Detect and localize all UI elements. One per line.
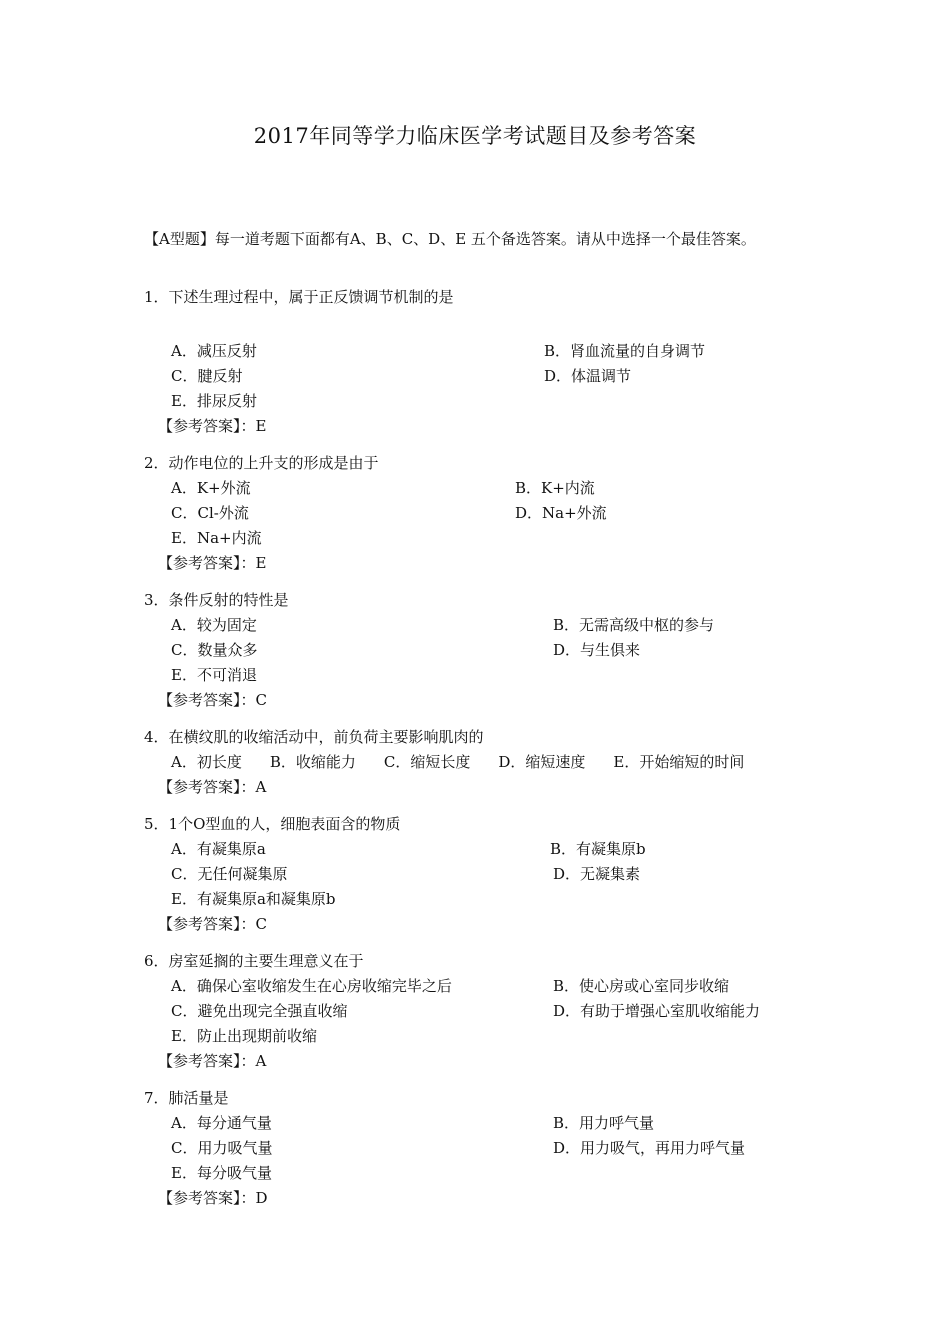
answer-value: E — [255, 417, 267, 435]
answer-label: 【参考答案】： — [158, 554, 256, 572]
question-stem: 3．条件反射的特性是 — [144, 591, 289, 609]
option-d: D．缩短速度 — [498, 753, 586, 771]
option-e: E．每分吸气量 — [171, 1164, 272, 1182]
answer-line — [144, 1049, 824, 1074]
answer-label: 【参考答案】： — [158, 1052, 256, 1070]
option-e: E．有凝集原a和凝集原b — [171, 890, 336, 908]
question-6 — [144, 949, 824, 1074]
option-b: B．肾血流量的自身调节 — [544, 342, 706, 360]
option-c: C．Cl-外流 — [171, 504, 249, 522]
option-row — [144, 750, 824, 775]
option-a: A．K+外流 — [171, 479, 251, 497]
option-a: A．较为固定 — [171, 616, 257, 634]
answer-line — [144, 551, 824, 576]
option-d: D．体温调节 — [544, 367, 632, 385]
question-stem: 2．动作电位的上升支的形成是由于 — [144, 454, 379, 472]
answer-line — [144, 1186, 824, 1211]
option-b: B．用力呼气量 — [553, 1114, 655, 1132]
answer-line — [144, 414, 824, 439]
option-b: B．使心房或心室同步收缩 — [553, 977, 730, 995]
answer-line — [144, 775, 824, 800]
section-intro: 【A型题】每一道考题下面都有A、B、C、D、E 五个备选答案。请从中选择一个最佳答案。 — [144, 230, 756, 248]
question-2 — [144, 451, 824, 576]
option-d: D．用力吸气，再用力呼气量 — [553, 1139, 746, 1157]
answer-value: A — [255, 778, 267, 796]
option-e: E．排尿反射 — [171, 392, 257, 410]
answer-value: A — [255, 1052, 267, 1070]
page-title: 2017年同等学力临床医学考试题目及参考答案 — [253, 124, 697, 148]
answer-label: 【参考答案】： — [158, 691, 256, 709]
answer-value: E — [255, 554, 267, 572]
question-stem: 1．下述生理过程中，属于正反馈调节机制的是 — [144, 288, 454, 306]
answer-label: 【参考答案】： — [158, 915, 256, 933]
question-stem: 5．1个O型血的人，细胞表面含的物质 — [144, 815, 401, 833]
answer-label: 【参考答案】： — [158, 778, 256, 796]
option-d: D．与生俱来 — [553, 641, 641, 659]
question-1 — [144, 285, 824, 439]
option-c: C．避免出现完全强直收缩 — [171, 1002, 348, 1020]
option-c: C．数量众多 — [171, 641, 258, 659]
answer-label: 【参考答案】： — [158, 1189, 256, 1207]
option-b: B．无需高级中枢的参与 — [553, 616, 715, 634]
answer-line — [144, 912, 824, 937]
option-c: C．用力吸气量 — [171, 1139, 273, 1157]
option-a: A．减压反射 — [171, 342, 257, 360]
option-c: C．腱反射 — [171, 367, 243, 385]
option-c: C．无任何凝集原 — [171, 865, 288, 883]
question-3 — [144, 588, 824, 713]
question-4 — [144, 725, 824, 800]
option-e: E．防止出现期前收缩 — [171, 1027, 317, 1045]
option-a: A．每分通气量 — [171, 1114, 272, 1132]
answer-value: C — [255, 915, 267, 933]
option-c: C．缩短长度 — [383, 753, 471, 771]
option-a: A．初长度 — [171, 753, 242, 771]
option-b: B．有凝集原b — [550, 840, 646, 858]
option-e: E．Na+内流 — [171, 529, 262, 547]
answer-value: C — [255, 691, 267, 709]
question-stem: 7．肺活量是 — [144, 1089, 229, 1107]
option-a: A．确保心室收缩发生在心房收缩完毕之后 — [171, 977, 452, 995]
option-e: E．开始缩短的时间 — [613, 753, 745, 771]
option-d: D．有助于增强心室肌收缩能力 — [553, 1002, 761, 1020]
question-stem: 6．房室延搁的主要生理意义在于 — [144, 952, 364, 970]
question-7 — [144, 1086, 824, 1211]
question-5 — [144, 812, 824, 937]
option-d: D．Na+外流 — [515, 504, 607, 522]
option-a: A．有凝集原a — [171, 840, 266, 858]
option-b: B．收缩能力 — [269, 753, 356, 771]
answer-label: 【参考答案】： — [158, 417, 256, 435]
option-b: B．K+内流 — [515, 479, 595, 497]
question-stem: 4．在横纹肌的收缩活动中，前负荷主要影响肌肉的 — [144, 728, 484, 746]
option-d: D．无凝集素 — [553, 865, 641, 883]
answer-line — [144, 688, 824, 713]
answer-value: D — [255, 1189, 268, 1207]
option-e: E．不可消退 — [171, 666, 257, 684]
